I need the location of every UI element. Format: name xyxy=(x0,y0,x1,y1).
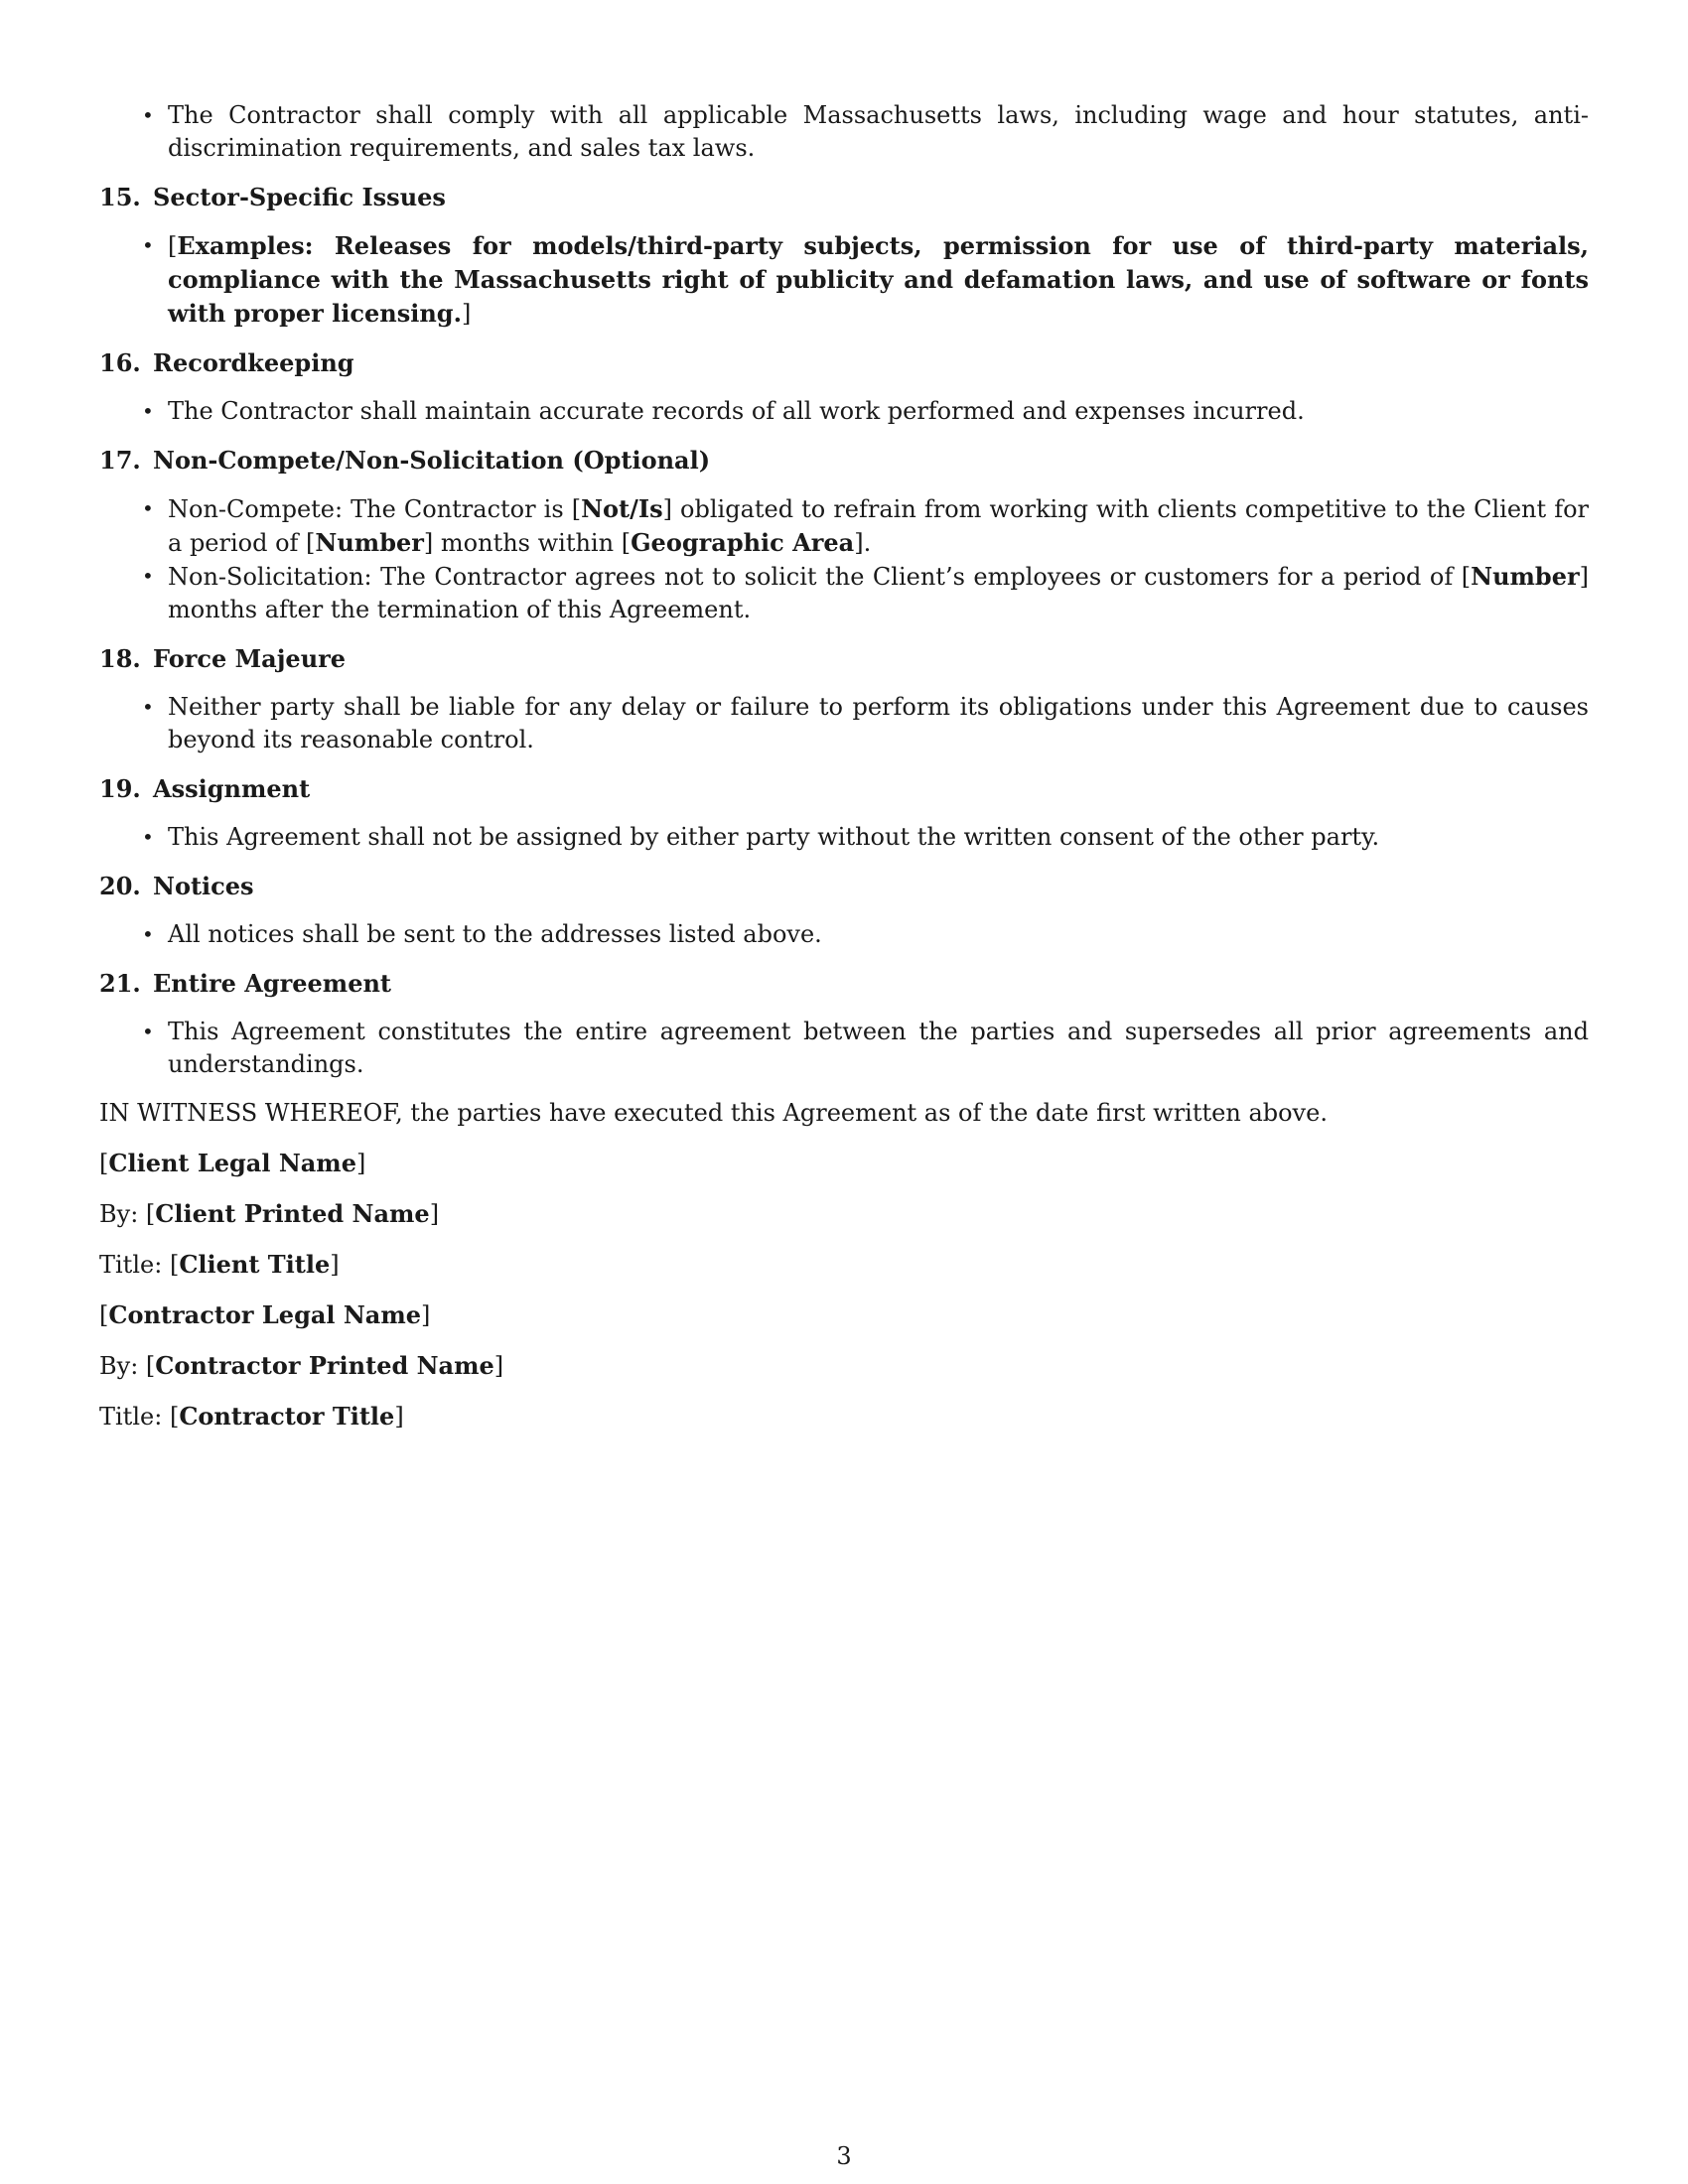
bullet-text: This Agreement shall not be assigned by either party without the written consent of the other party. xyxy=(168,823,1380,851)
placeholder-client-legal-name: Client Legal Name xyxy=(108,1149,356,1177)
section-number: 21. xyxy=(99,969,141,998)
bracket-open: [ xyxy=(99,1150,109,1177)
client-legal-name xyxy=(99,1147,1589,1180)
section-title: Notices xyxy=(153,872,254,900)
placeholder-geographic-area: Geographic Area xyxy=(631,528,855,557)
section-title: Entire Agreement xyxy=(153,969,391,998)
placeholder-number: Number xyxy=(1471,562,1580,591)
bullet-text: The Contractor shall comply with all applicable Massachusetts laws, including wage and hour statutes, anti-discrimination requirements, and sales tax laws. xyxy=(168,101,1589,162)
section-heading-20 xyxy=(99,870,1589,902)
bracket-close: ] xyxy=(421,1301,431,1329)
bracket-close: ] xyxy=(394,1403,404,1431)
bullet-text: This Agreement constitutes the entire agreement between the parties and supersedes all prior agreements and understandings. xyxy=(168,1018,1589,1078)
bullet-item xyxy=(99,99,1589,165)
section-title: Non-Compete/Non-Solicitation (Optional) xyxy=(153,446,711,475)
bullet-text: ]. xyxy=(854,529,872,557)
bullet-item xyxy=(99,395,1589,428)
section-title: Assignment xyxy=(153,774,311,803)
bullet-list-15 xyxy=(99,229,1589,331)
bracket-close: ] xyxy=(493,1352,504,1380)
bullet-list-continued xyxy=(99,99,1589,165)
bullet-item xyxy=(99,821,1589,854)
section-number: 17. xyxy=(99,446,141,475)
section-number: 15. xyxy=(99,183,141,211)
placeholder-contractor-title: Contractor Title xyxy=(179,1402,395,1431)
bullet-item xyxy=(99,229,1589,331)
document-page xyxy=(99,99,1589,1450)
bullet-list-21 xyxy=(99,1016,1589,1081)
placeholder-client-title: Client Title xyxy=(179,1250,331,1279)
bracket-close: ] xyxy=(429,1200,440,1228)
bullet-item xyxy=(99,918,1589,951)
placeholder-number: Number xyxy=(315,528,424,557)
bracket-close: ] xyxy=(461,300,472,328)
bullet-list-18 xyxy=(99,691,1589,756)
bullet-text: All notices shall be sent to the addresses listed above. xyxy=(168,920,822,948)
contractor-legal-name xyxy=(99,1298,1589,1332)
by-label: By: xyxy=(99,1352,139,1380)
bracket-open: [ xyxy=(168,232,178,260)
bullet-text: The Contractor shall maintain accurate records of all work performed and expenses incurred. xyxy=(168,397,1305,425)
bullet-text: Non-Compete: The Contractor is [ xyxy=(168,495,582,523)
witness-statement: IN WITNESS WHEREOF, the parties have executed this Agreement as of the date first written above. xyxy=(99,1099,1328,1127)
title-label: Title: xyxy=(99,1403,163,1431)
bullet-item-non-compete xyxy=(99,492,1589,560)
bullet-list-17 xyxy=(99,492,1589,626)
section-title: Recordkeeping xyxy=(153,348,354,377)
section-number: 18. xyxy=(99,644,141,673)
bracket-close: ] xyxy=(355,1150,366,1177)
page-number: 3 xyxy=(836,2142,852,2170)
bullet-text: ] months after the termination of this Agreement. xyxy=(168,563,1589,623)
client-by-line xyxy=(99,1197,1589,1231)
bullet-list-16 xyxy=(99,395,1589,428)
section-title: Force Majeure xyxy=(153,644,347,673)
bullet-list-19 xyxy=(99,821,1589,854)
placeholder-examples: Examples: Releases for models/third-party subjects, permission for use of third-party materials, compliance with the Massachusetts right of publicity and defamation laws, and use of software or fonts with proper licensing. xyxy=(168,231,1589,328)
bullet-item-non-solicitation xyxy=(99,560,1589,626)
bullet-list-20 xyxy=(99,918,1589,951)
bracket-close: ] xyxy=(330,1251,340,1279)
bullet-text: ] obligated to refrain from working with clients competitive to the Client for a period of [ xyxy=(168,495,1590,557)
contractor-by-line xyxy=(99,1349,1589,1383)
bullet-item xyxy=(99,691,1589,756)
section-heading-17 xyxy=(99,444,1589,477)
bracket-open: [ xyxy=(145,1352,156,1380)
client-title-line xyxy=(99,1248,1589,1282)
section-number: 16. xyxy=(99,348,141,377)
section-number: 20. xyxy=(99,872,141,900)
by-label: By: xyxy=(99,1200,139,1228)
bullet-text: ] months within [ xyxy=(423,529,632,557)
section-title: Sector-Specific Issues xyxy=(153,183,446,211)
section-heading-16 xyxy=(99,346,1589,379)
section-heading-19 xyxy=(99,772,1589,805)
section-number: 19. xyxy=(99,774,141,803)
section-heading-18 xyxy=(99,642,1589,675)
bullet-text: Neither party shall be liable for any delay or failure to perform its obligations under this Agreement due to causes beyond its reasonable control. xyxy=(168,693,1589,753)
bullet-item xyxy=(99,1016,1589,1081)
bullet-text: Non-Solicitation: The Contractor agrees not to solicit the Client’s employees or customers for a period of [ xyxy=(168,563,1472,591)
bracket-open: [ xyxy=(169,1251,180,1279)
section-heading-21 xyxy=(99,967,1589,1000)
contractor-title-line xyxy=(99,1400,1589,1433)
bracket-open: [ xyxy=(99,1301,109,1329)
placeholder-client-printed-name: Client Printed Name xyxy=(155,1199,430,1228)
placeholder-not-is: Not/Is xyxy=(581,494,663,523)
bracket-open: [ xyxy=(145,1200,156,1228)
title-label: Title: xyxy=(99,1251,163,1279)
placeholder-contractor-printed-name: Contractor Printed Name xyxy=(155,1351,494,1380)
placeholder-contractor-legal-name: Contractor Legal Name xyxy=(108,1300,422,1329)
bracket-open: [ xyxy=(169,1403,180,1431)
section-heading-15 xyxy=(99,181,1589,213)
